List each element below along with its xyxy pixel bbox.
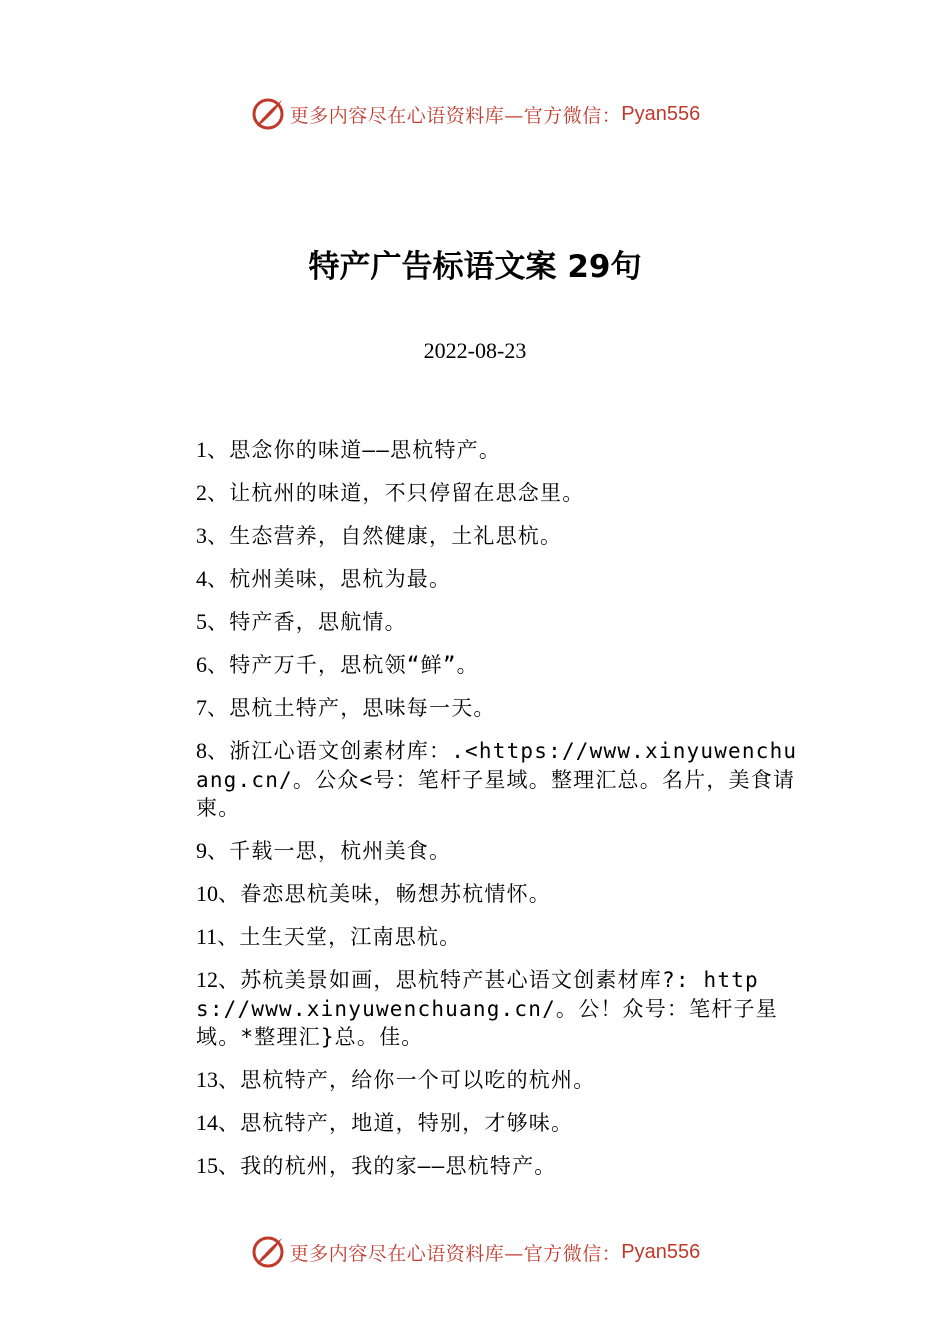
slogan-list (196, 436, 811, 1195)
quill-logo-icon (250, 1234, 286, 1270)
list-item: 12、苏杭美景如画，思杭特产甚心语文创素材库?: https://www.xinyuwenchuang.cn/。公！众号：笔杆子星域。*整理汇}总。佳。 (196, 967, 778, 1049)
list-item: 13、思杭特产，给你一个可以吃的杭州。 (196, 1067, 596, 1092)
list-item: 3、生态营养，自然健康，土礼思杭。 (196, 523, 563, 548)
list-item: 9、千载一思，杭州美食。 (196, 838, 452, 863)
list-item: 7、思杭土特产，思味每一天。 (196, 695, 496, 720)
banner-text: 更多内容尽在心语资料库—官方微信： (289, 1242, 622, 1265)
list-item: 10、眷恋思杭美味，畅想苏杭情怀。 (196, 881, 551, 906)
document-date: 2022-08-23 (423, 338, 527, 363)
document-title: 特产广告标语文案 29句 (308, 249, 642, 285)
banner-text: 更多内容尽在心语资料库—官方微信： (289, 104, 622, 127)
list-item: 2、让杭州的味道，不只停留在思念里。 (196, 480, 585, 505)
footer-banner (0, 1232, 950, 1272)
list-item: 1、思念你的味道——思杭特产。 (196, 437, 502, 462)
quill-logo-icon (250, 96, 286, 132)
list-item: 11、土生天堂，江南思杭。 (196, 924, 462, 949)
list-item: 15、我的杭州，我的家——思杭特产。 (196, 1153, 557, 1178)
header-banner (0, 94, 950, 134)
list-item: 5、特产香，思航情。 (196, 609, 407, 634)
list-item: 6、特产万千，思杭领“鲜”。 (196, 652, 479, 677)
banner-wechat-id: Pyan556 (621, 1240, 701, 1263)
list-item: 14、思杭特产，地道，特别，才够味。 (196, 1110, 574, 1135)
list-item: 8、浙江心语文创素材库：.<https://www.xinyuwenchuang.cn/。公众<号：笔杆子星域。整理汇总。名片，美食请柬。 (196, 738, 798, 820)
list-item: 4、杭州美味，思杭为最。 (196, 566, 452, 591)
banner-wechat-id: Pyan556 (621, 102, 701, 125)
